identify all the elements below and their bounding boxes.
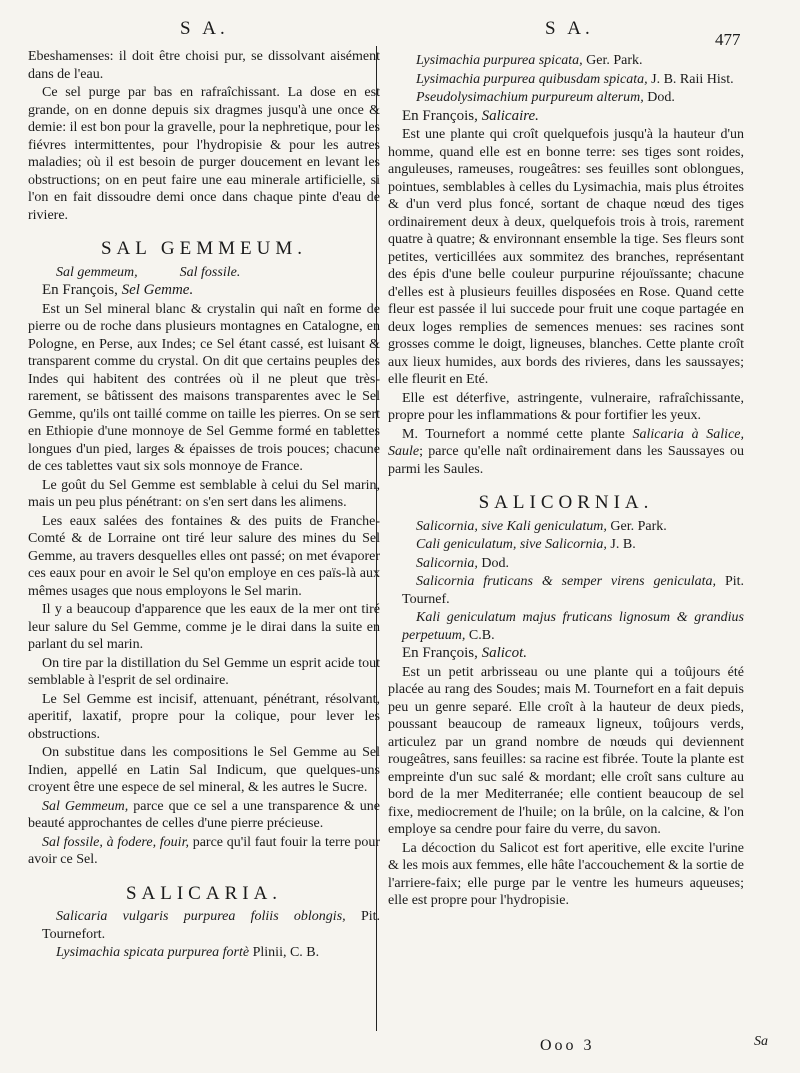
synonym-line: Kali geniculatum majus fruticans lignosum & grandius perpetuum, C.B. [402, 610, 744, 643]
synonym-line: Lysimachia spicata purpurea fortè Plinii, C. B. [56, 945, 320, 960]
french-name-line: En François, Salicaire. [402, 107, 539, 124]
synonym-line: Lysimachia purpurea spicata, Ger. Park. [416, 53, 643, 68]
paragraph: On tire par la distillation du Sel Gemme un esprit acide tout semblable à l'esprit de sel ordinaire. [28, 655, 380, 688]
synonym-line: Pseudolysimachium purpureum alterum, Dod. [416, 90, 675, 105]
paragraph: On substitue dans les compositions le Sel Gemme au Sel Indien, appellé en Latin Sal Indicum, que quelques-uns croyent être une espece de sel mineral, & les autres le Sucre. [28, 745, 380, 795]
paragraph: Le goût du Sel Gemme est semblable à celui du Sel marin, mais un peu plus pénétrant: on s'en sert dans les alimens. [28, 477, 380, 510]
left-column [28, 48, 380, 963]
paragraph: Ce sel purge par bas en rafraîchissant. La dose en est grande, on en donne depuis six dragmes jusqu'à une once & demie: il est bon pour la gravelle, pour la nephretique, pour les fiévres intermittentes, pour l'hydropisie & pour les autres maladies; où il est besoin de purger doucement en levant les obstructions; on en peut faire une eau minerale artificielle, si l'on en fait dissoudre demi once dans chaque pinte d'eau de riviere. [28, 85, 380, 223]
french-name-line: En François, Sel Gemme. [42, 282, 194, 298]
entry-heading-salicornia: SALICORNIA. [478, 492, 654, 513]
paragraph: Le Sel Gemme est incisif, attenuant, pénétrant, résolvant, aperitif, laxatif, propre pour la colique, pour lever les obstructions. [28, 691, 380, 742]
synonym-line: Salicornia fruticans & semper virens geniculata, Pit. Tournef. [402, 574, 745, 607]
paragraph: Les eaux salées des fontaines & des puits de Franche-Comté & de Lorraine ont tiré leur salure des mines du Sel Gemme, au travers desquelles elles ont passé; on met évaporer ces eaux pour en avoir le Sel qu'on employe en ces païs-là aux mêmes usages que nous employons le Sel marin. [28, 513, 380, 599]
paragraph: Ebeshamenses: il doit être choisi pur, se dissolvant aisément dans de l'eau. [28, 49, 380, 82]
synonym-line: Lysimachia purpurea quibusdam spicata, J. B. Raii Hist. [416, 71, 734, 87]
synonym-line: Salicaria vulgaris purpurea foliis oblongis, Pit. Tournefort. [42, 909, 381, 942]
entry-heading-sal-gemmeum: SAL GEMMEUM. [100, 238, 308, 259]
paragraph: La décoction du Salicot est fort aperitive, elle excite l'urine & les mois aux femmes, elle hâte l'accouchement & la sortie de l'arriere-faix; elle purge par le ventre les humeurs aqueuses; elle est propre pour l'hydropisie. [388, 840, 744, 908]
paragraph: Il y a beaucoup d'apparence que les eaux de la mer ont tiré leur salure du Sel Gemme, comme je le dirai dans la suite en parlant du sel marin. [28, 602, 380, 652]
synonym-line: Sal gemmeum, Sal fossile. [56, 264, 241, 280]
french-name-line: En François, Salicot. [402, 645, 527, 661]
paragraph: Est une plante qui croît quelquefois jusqu'à la hauteur d'un homme, quand elle est en bonne terre: ses tiges sont roides, anguleuses, rameuses, rougeâtres: ses feuilles sont oblongues, pointues, semblables à celles du Lysimachia, mais plus étroites & d'un verd plus foncé, sortant de chaque nœud des tiges ordinairement deux à deux, quelquefois trois à trois, rarement quatre à quatre; & environnant ensemble la tige. Ses fleurs sont petites, verticillées aux sommitez des branches, représentant des épis d'une belle couleur purpurine réjouïssante; chacune d'elles est à plusieurs feuilles disposées en Rose. Quand cette fleur est passée il lui succede pour fruit une coque partagée en deux loges remplies de semences menues: ses racines sont grosses comme le doigt, ligneuses, blanches. Cette plante croît aux lieux humides, aux bords des rivieres, dans les saussayes; elle fleurit en Eté. [388, 127, 744, 387]
synonym-line: Cali geniculatum, sive Salicornia, J. B. [416, 537, 636, 552]
paragraph: Sal Gemmeum, parce que ce sel a une transparence & une beauté approchantes de celles d'une pierre précieuse. [28, 798, 381, 831]
paragraph: Est un petit arbrisseau ou une plante qui a toûjours été placée au rang des Soudes; mais M. Tournefort en a fait depuis peu un genre separé. Elle croît à la hauteur de deux pieds, poussant beaucoup de rameaux ligneux, toûjours verds, articulez par un grand nombre de nœuds qui deviennent rougeâtres, sans feuilles: sa racine est fibrée. Toute la plante est empreinte d'un suc salé & mordant; elle croît sans culture au bord de la mer Mediterranée; elle contient beaucoup de sel fixe, mediocrement de l'huile; on la brûle, on la calcine, & l'on employe sa cendre pour faire du verre, du savon. [388, 664, 744, 837]
synonym-line: Salicornia, Dod. [416, 555, 509, 571]
paragraph: Sal fossile, à fodere, fouir, parce qu'il faut fouir la terre pour avoir ce Sel. [28, 834, 380, 867]
synonym-line: Salicornia, sive Kali geniculatum, Ger. Park. [416, 518, 667, 534]
page-number: 477 [715, 30, 741, 49]
paragraph: Est un Sel mineral blanc & crystalin qui naît en forme de pierre ou de roche dans plusieurs montagnes en Catalogne, en Pologne, en Perse, aux Indes; ce Sel étant cassé, est luisant & transparent comme du crystal. On dit que certains peuples des Indes qui habitent des contrées où il ne pleut que très-rarement, se bâtissent des maisons transparentes avec le Sel Gemme, qu'ils ont taillé comme on taille les pierres. On se sert en Ethiopie d'une monnoye de Sel Gemme formé en tablettes longues d'un pied, larges & épaisses de trois pouces; chacune de ces tablettes vaut six sols monnoye de France. [28, 301, 380, 474]
running-head-right: S A. [545, 18, 594, 39]
signature-mark: Ooo 3 [540, 1037, 595, 1054]
right-column [388, 52, 744, 911]
entry-heading-salicaria: SALICARIA. [125, 882, 283, 904]
paragraph: Elle est déterfive, astringente, vulneraire, rafraîchissante, propre pour les inflammations & pour fortifier les yeux. [388, 390, 744, 423]
paragraph: M. Tournefort a nommé cette plante Salicaria à Salice, Saule; parce qu'elle naît ordinairement dans les Saussayes ou parmi les Saules. [388, 426, 744, 477]
running-head-left: S A. [180, 18, 229, 39]
catchword: Sa [754, 1034, 768, 1049]
